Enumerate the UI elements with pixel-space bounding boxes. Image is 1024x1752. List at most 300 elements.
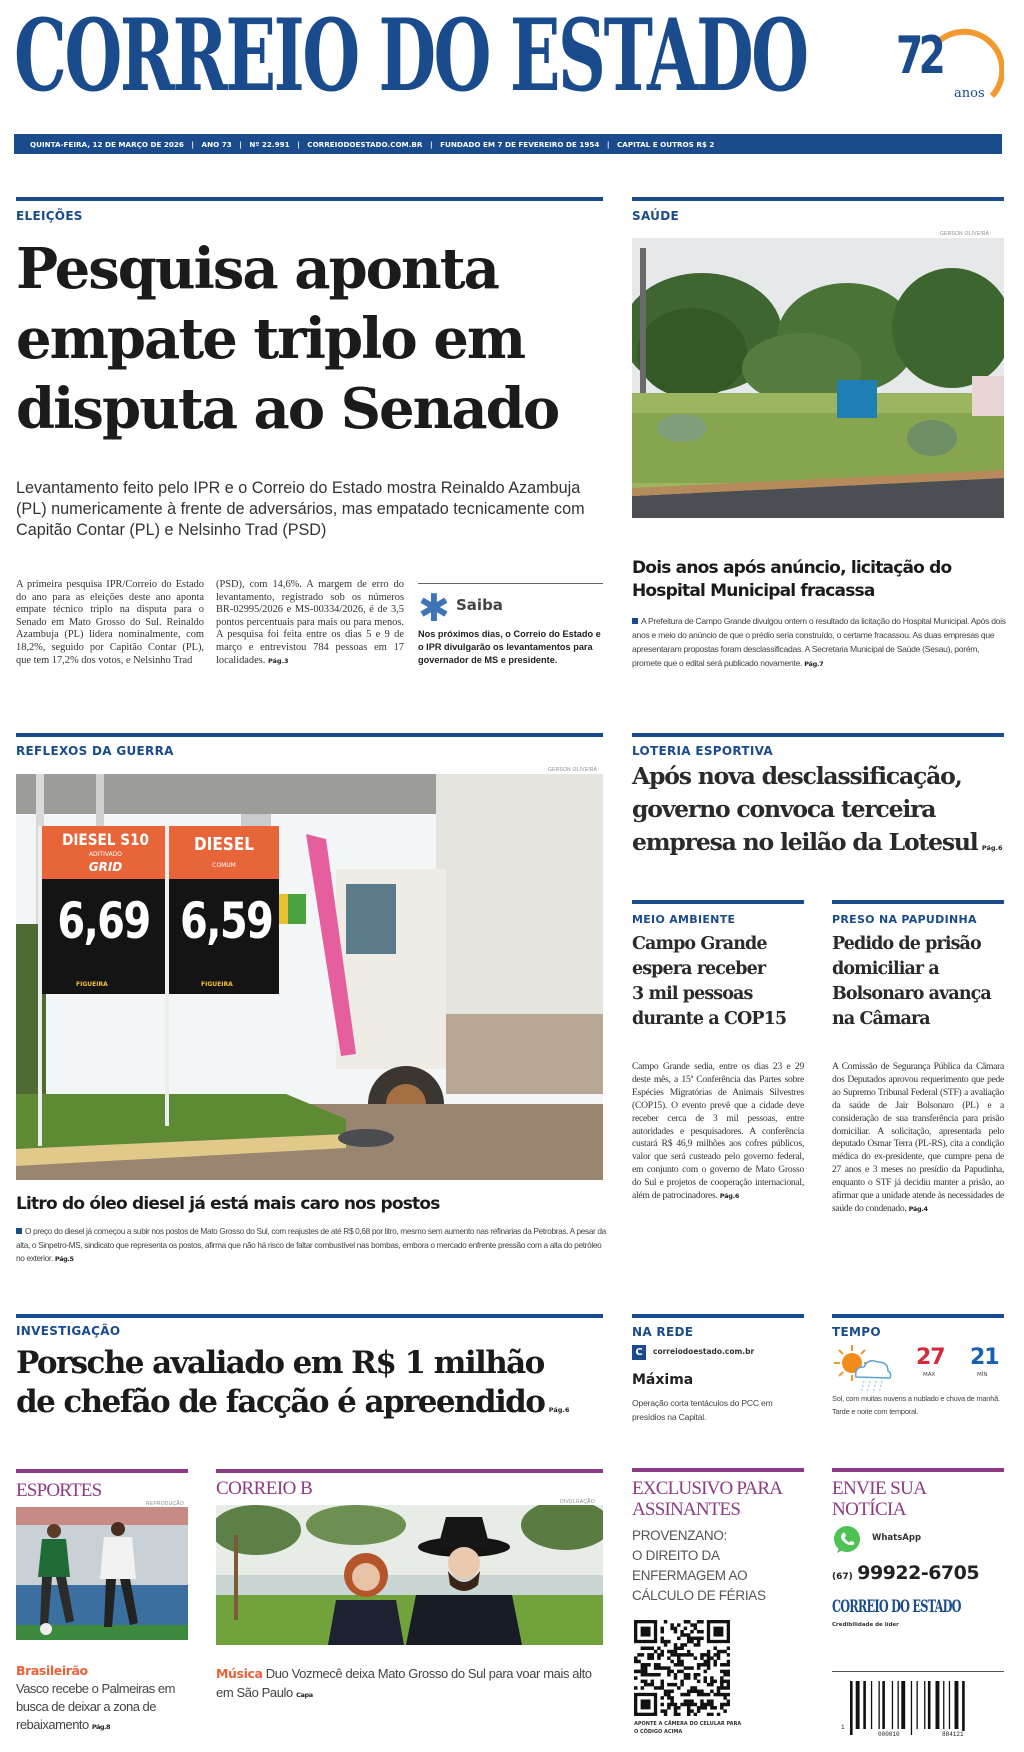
lead-column-2-text: (PSD), com 14,6%. A margem de erro do levantamento, registrado sob os números BR-02995/2026 e MS-00334/2026, é de 3,5 pontos percentuais para mais ou para menos. A pesquisa foi feita entre os dias 5 e 9 de março e entrevistou 784 pessoas em 17 localidades. xyxy=(216,579,404,666)
sign-station-left: FIGUEIRA xyxy=(76,981,108,988)
qr-module xyxy=(660,1637,664,1641)
qr-module xyxy=(713,1653,717,1657)
barcode-bar xyxy=(943,1681,944,1729)
na-rede-kicker: NA REDE xyxy=(632,1325,694,1339)
info-bar-text: QUINTA-FEIRA, 12 DE MARÇO DE 2026 | ANO 73 | Nº 22.991 | CORREIODOESTADO.COM.BR | FUNDADO EM 7 DE FEVEREIRO DE 1954 | CAPITAL E OUTROS R$ 2 xyxy=(30,140,715,149)
qr-module xyxy=(707,1660,711,1664)
qr-module xyxy=(700,1656,704,1660)
qr-module xyxy=(674,1646,678,1650)
guerra-body xyxy=(16,1225,606,1267)
qr-module xyxy=(704,1660,708,1664)
qr-module xyxy=(684,1676,688,1680)
papudinha-kicker: PRESO NA PAPUDINHA xyxy=(832,913,977,926)
qr-module xyxy=(684,1653,688,1657)
qr-module xyxy=(667,1666,671,1670)
whatsapp-icon xyxy=(832,1525,862,1555)
qr-module xyxy=(677,1656,681,1660)
qr-module xyxy=(660,1653,664,1657)
qr-module xyxy=(723,1696,727,1700)
qr-module xyxy=(684,1703,688,1707)
qr-module xyxy=(647,1673,651,1677)
qr-module xyxy=(723,1670,727,1674)
qr-module xyxy=(720,1670,724,1674)
loteria-headline[interactable] xyxy=(632,760,1012,859)
qr-module xyxy=(697,1709,701,1713)
qr-module xyxy=(713,1663,717,1667)
qr-module xyxy=(670,1703,674,1707)
qr-module xyxy=(674,1713,678,1716)
papudinha-headline[interactable] xyxy=(832,932,1012,1032)
qr-module xyxy=(677,1706,681,1710)
qr-module xyxy=(687,1713,691,1716)
qr-module xyxy=(700,1693,704,1697)
qr-module xyxy=(694,1623,698,1627)
qr-module xyxy=(687,1653,691,1657)
qr-module xyxy=(694,1690,698,1694)
saude-body-text: A Prefeitura de Campo Grande divulgou ontem o resultado da licitação do Hospital Municipal. Após dois anos e meio do anúncio de que o prédio seria construído, o certame fracassou. As duas empresas que apresentaram propostas foram desclassificadas. A Secretaria Municipal de Saúde (Sesau), porém, promete que o edital será publicado novamente. xyxy=(632,616,1006,668)
qr-module xyxy=(677,1646,681,1650)
qr-module xyxy=(674,1650,678,1654)
lead-column-1: A primeira pesquisa IPR/Correio do Estado do ano para as eleições deste ano aponta empate técnico triplo na disputa para o Senado em Mato Grosso do Sul. Reinaldo Azambuja (PL) lidera nominalmente, com 18,2%, seguido por Capitão Contar (PL), que tem 17,2% dos votos, e Nelsinho Trad xyxy=(16,579,204,666)
site-link[interactable] xyxy=(632,1345,804,1361)
qr-module xyxy=(713,1660,717,1664)
qr-module xyxy=(647,1683,651,1687)
qr-module xyxy=(707,1666,711,1670)
barcode-group-1: 000010 xyxy=(878,1731,900,1738)
meio-headline[interactable] xyxy=(632,932,812,1032)
qr-module xyxy=(707,1653,711,1657)
loteria-headline-line: governo convoca terceira xyxy=(632,795,936,823)
qr-module xyxy=(677,1653,681,1657)
qr-module xyxy=(667,1656,671,1660)
qr-module xyxy=(667,1670,671,1674)
qr-module xyxy=(664,1640,668,1644)
photo-credit: GERSON OLIVEIRA xyxy=(940,231,990,237)
qr-module xyxy=(690,1699,694,1703)
qr-module xyxy=(690,1640,694,1644)
qr-module xyxy=(697,1690,701,1694)
correio-b-kicker: CORREIO B xyxy=(216,1478,313,1499)
qr-module xyxy=(677,1713,681,1716)
papudinha-headline-line: Pedido de prisão xyxy=(832,934,981,954)
qr-module xyxy=(690,1690,694,1694)
qr-module xyxy=(704,1693,708,1697)
qr-module xyxy=(704,1653,708,1657)
correio-b-tag: Música xyxy=(216,1666,263,1681)
barcode-bar xyxy=(856,1681,860,1729)
correio-b-rule xyxy=(216,1469,603,1473)
qr-module xyxy=(727,1663,730,1667)
investigacao-headline[interactable] xyxy=(16,1344,611,1422)
qr-module xyxy=(717,1656,721,1660)
guerra-kicker: REFLEXOS DA GUERRA xyxy=(16,744,174,758)
qr-module xyxy=(710,1680,714,1684)
qr-module xyxy=(700,1703,704,1707)
qr-module xyxy=(700,1706,704,1710)
qr-module xyxy=(727,1670,730,1674)
qr-code-icon[interactable] xyxy=(634,1620,730,1716)
qr-module xyxy=(654,1663,658,1667)
qr-module xyxy=(674,1673,678,1677)
page-ref: Pág.6 xyxy=(719,1192,740,1201)
vacant-lot-image xyxy=(632,238,1004,518)
barcode-bar xyxy=(936,1681,940,1729)
lead-deck: Levantamento feito pelo IPR e o Correio do Estado mostra Reinaldo Azambuja (PL) numericamente à frente de adversários, mas empatado tecnicamente com Capitão Contar (PL) e Nelsinho Trad (PSD) xyxy=(16,479,585,539)
qr-module xyxy=(641,1666,645,1670)
qr-module xyxy=(684,1633,688,1637)
barcode-rule xyxy=(832,1671,1004,1672)
qr-module xyxy=(680,1643,684,1647)
bullet-square-icon xyxy=(632,618,638,624)
guerra-body-text: O preço do diesel já começou a subir nos postos de Mato Grosso do Sul, com reajustes de até R$ 0,68 por litro, mesmo sem aumento nas refinarias da Petrobras. A pesar da alta, o Sinpetro-MS, sindicato que representa os postos, afirma que não há risco de faltar combustível nas bombas, embora o mercado enfrente pressão com a alta do petróleo no exterior. xyxy=(16,1226,606,1263)
qr-module xyxy=(697,1680,701,1684)
qr-module xyxy=(657,1653,661,1657)
assinantes-kicker-line: EXCLUSIVO PARA xyxy=(632,1478,783,1499)
qr-module xyxy=(694,1673,698,1677)
qr-module xyxy=(651,1683,655,1687)
assinantes-kicker-line: ASSINANTES xyxy=(632,1499,741,1520)
photo-credit: GERSON OLIVEIRA xyxy=(548,767,598,773)
qr-module xyxy=(637,1653,641,1657)
saude-body xyxy=(632,614,1007,671)
qr-module xyxy=(717,1713,721,1716)
qr-finder xyxy=(641,1699,651,1709)
qr-module xyxy=(657,1686,661,1690)
qr-module xyxy=(710,1690,714,1694)
qr-module xyxy=(704,1676,708,1680)
qr-module xyxy=(704,1703,708,1707)
qr-module xyxy=(727,1673,730,1677)
qr-module xyxy=(697,1666,701,1670)
qr-module xyxy=(644,1673,648,1677)
qr-module xyxy=(660,1650,664,1654)
qr-module xyxy=(680,1653,684,1657)
qr-module xyxy=(634,1670,638,1674)
phone-number[interactable] xyxy=(832,1562,979,1584)
qr-module xyxy=(697,1693,701,1697)
qr-module xyxy=(670,1627,674,1631)
qr-finder xyxy=(713,1627,723,1637)
sign-station-right: FIGUEIRA xyxy=(201,981,233,988)
qr-module xyxy=(687,1633,691,1637)
barcode-bar xyxy=(850,1681,853,1735)
qr-module xyxy=(707,1656,711,1660)
qr-module xyxy=(644,1670,648,1674)
meio-headline-line: 3 mil pessoas xyxy=(632,984,753,1004)
esportes-photo[interactable] xyxy=(16,1507,188,1640)
qr-module xyxy=(690,1653,694,1657)
anniversary-number: 72 xyxy=(896,26,942,86)
barcode-bar xyxy=(911,1681,912,1735)
lead-column-2 xyxy=(216,579,404,667)
qr-module xyxy=(664,1643,668,1647)
whatsapp-label: WhatsApp xyxy=(872,1533,922,1543)
qr-module xyxy=(710,1713,714,1716)
investigacao-headline-last xyxy=(16,1383,611,1422)
qr-module xyxy=(637,1670,641,1674)
phone-digits: 99922-6705 xyxy=(857,1562,980,1584)
qr-module xyxy=(707,1683,711,1687)
qr-module xyxy=(694,1713,698,1716)
meio-headline-line: Campo Grande xyxy=(632,934,767,954)
barcode-bar xyxy=(924,1681,925,1729)
qr-module xyxy=(690,1666,694,1670)
footer-logo: CORREIO DO ESTADO xyxy=(832,1597,961,1617)
qr-module xyxy=(720,1703,724,1707)
qr-module xyxy=(723,1663,727,1667)
whatsapp-link[interactable] xyxy=(832,1525,1004,1559)
papudinha-rule xyxy=(832,900,1004,904)
tempo-rule xyxy=(832,1314,1004,1318)
qr-module xyxy=(694,1637,698,1641)
footer-slogan: Credibilidade de líder xyxy=(832,1622,899,1628)
assinantes-rule xyxy=(632,1468,804,1472)
qr-module xyxy=(697,1663,701,1667)
qr-module xyxy=(707,1699,711,1703)
sign-right-price: 6,59 xyxy=(180,892,273,950)
qr-module xyxy=(677,1686,681,1690)
qr-module xyxy=(637,1660,641,1664)
correio-b-photo[interactable] xyxy=(216,1505,603,1645)
qr-finder xyxy=(641,1627,651,1637)
qr-module xyxy=(707,1693,711,1697)
qr-module xyxy=(684,1627,688,1631)
qr-module xyxy=(674,1663,678,1667)
papudinha-headline-line: na Câmara xyxy=(832,1009,930,1029)
sign-left-price: 6,69 xyxy=(57,892,150,950)
qr-module xyxy=(697,1637,701,1641)
bullet-square-icon xyxy=(16,1228,22,1234)
qr-module xyxy=(727,1660,730,1664)
qr-module xyxy=(670,1650,674,1654)
music-duo-image xyxy=(216,1505,603,1645)
meio-headline-line: durante a COP15 xyxy=(632,1009,787,1029)
qr-module xyxy=(704,1706,708,1710)
qr-module xyxy=(670,1653,674,1657)
qr-module xyxy=(660,1640,664,1644)
qr-module xyxy=(710,1703,714,1707)
sun-cloud-rain-icon xyxy=(834,1343,894,1395)
qr-module xyxy=(647,1656,651,1660)
barcode-bar xyxy=(928,1681,931,1729)
photo-credit: REPRODUÇÃO xyxy=(146,1501,184,1507)
esportes-text[interactable] xyxy=(16,1680,192,1736)
info-bar xyxy=(14,134,1002,154)
page-ref: Pág.4 xyxy=(908,1204,928,1213)
qr-module xyxy=(680,1670,684,1674)
qr-module xyxy=(700,1630,704,1634)
investigacao-headline-line: Porsche avaliado em R$ 1 milhão xyxy=(16,1345,544,1381)
qr-module xyxy=(674,1709,678,1713)
lead-headline[interactable] xyxy=(16,234,606,444)
na-rede-title[interactable]: Máxima xyxy=(632,1372,694,1388)
qr-module xyxy=(657,1666,661,1670)
assinantes-text-line: CÁLCULO DE FÉRIAS xyxy=(632,1588,766,1603)
qr-module xyxy=(687,1637,691,1641)
qr-module xyxy=(680,1663,684,1667)
qr-module xyxy=(690,1630,694,1634)
qr-module xyxy=(644,1646,648,1650)
qr-module xyxy=(667,1706,671,1710)
saude-headline[interactable]: Dois anos após anúncio, licitação do Hospital Municipal fracassa xyxy=(632,558,952,601)
qr-module xyxy=(700,1620,704,1624)
qr-module xyxy=(684,1673,688,1677)
qr-module xyxy=(704,1670,708,1674)
assinantes-text-line: ENFERMAGEM AO xyxy=(632,1568,748,1583)
qr-module xyxy=(687,1693,691,1697)
envie-rule xyxy=(832,1468,1004,1472)
soccer-players-image xyxy=(16,1507,188,1640)
qr-module xyxy=(690,1686,694,1690)
qr-module xyxy=(707,1713,711,1716)
qr-module xyxy=(687,1640,691,1644)
barcode-lead-digit: 1 xyxy=(841,1724,845,1731)
esportes-tag: Brasileirão xyxy=(16,1663,88,1678)
qr-module xyxy=(667,1690,671,1694)
qr-module xyxy=(687,1709,691,1713)
saude-photo[interactable] xyxy=(632,238,1004,518)
qr-module xyxy=(700,1637,704,1641)
barcode-bar xyxy=(901,1681,905,1729)
masthead-logo[interactable]: CORREIO DO ESTADO xyxy=(14,0,807,114)
qr-module xyxy=(687,1650,691,1654)
anniversary-badge xyxy=(894,22,1004,112)
qr-module xyxy=(713,1706,717,1710)
qr-module xyxy=(677,1637,681,1641)
masthead xyxy=(14,0,1014,160)
barcode-bar xyxy=(949,1681,950,1729)
meio-body-text: Campo Grande sedia, entre os dias 23 e 29 deste mês, a 15ª Conferência das Partes sobre Espécies Migratórias de Animais Silvestres (COP15). O evento prevê que a cidade deve receber cerca de 3 mil pessoas, entre autoridades e pesquisadores. A conferência custará R$ 46,9 milhões aos cofres públicos, valor que será custeado pelo governo federal, em conjunto com o governo de Mato Grosso do Sul e projetos de cooperação internacional, além de patrocinadores. xyxy=(632,1061,804,1202)
qr-module xyxy=(654,1650,658,1654)
barcode-bar xyxy=(962,1681,965,1735)
qr-module xyxy=(664,1693,668,1697)
qr-module xyxy=(667,1693,671,1697)
qr-module xyxy=(710,1683,714,1687)
qr-module xyxy=(641,1663,645,1667)
qr-module xyxy=(690,1703,694,1707)
papudinha-body xyxy=(832,1061,1004,1216)
diesel-photo[interactable] xyxy=(16,774,603,1180)
qr-module xyxy=(641,1653,645,1657)
loteria-kicker: LOTERIA ESPORTIVA xyxy=(632,744,774,758)
qr-module xyxy=(694,1656,698,1660)
qr-module xyxy=(723,1709,727,1713)
saiba-box xyxy=(418,583,603,668)
meio-kicker: MEIO AMBIENTE xyxy=(632,913,736,926)
qr-module xyxy=(727,1699,730,1703)
qr-module xyxy=(634,1660,638,1664)
qr-module xyxy=(720,1663,724,1667)
qr-module xyxy=(667,1683,671,1687)
qr-module xyxy=(667,1696,671,1700)
qr-module xyxy=(670,1660,674,1664)
qr-module xyxy=(647,1653,651,1657)
saiba-header xyxy=(418,586,603,630)
sign-left-brand: GRID xyxy=(88,860,123,874)
loteria-headline-line: Após nova desclassificação, xyxy=(632,762,962,790)
qr-module xyxy=(674,1643,678,1647)
qr-module xyxy=(664,1709,668,1713)
qr-module xyxy=(680,1660,684,1664)
qr-module xyxy=(694,1627,698,1631)
qr-module xyxy=(677,1623,681,1627)
lead-headline-line: empate triplo em xyxy=(16,306,525,372)
assinantes-text-line: PROVENZANO: xyxy=(632,1528,727,1543)
correio-b-text[interactable] xyxy=(216,1664,611,1705)
qr-module xyxy=(684,1666,688,1670)
qr-module xyxy=(687,1703,691,1707)
qr-module xyxy=(674,1706,678,1710)
qr-module xyxy=(634,1676,638,1680)
lead-headline-line: disputa ao Senado xyxy=(16,376,559,442)
qr-module xyxy=(720,1676,724,1680)
investigacao-rule xyxy=(16,1314,603,1318)
qr-module xyxy=(660,1709,664,1713)
tempo-kicker: TEMPO xyxy=(832,1325,881,1339)
qr-module xyxy=(700,1663,704,1667)
investigacao-kicker: INVESTIGAÇÃO xyxy=(16,1324,121,1338)
qr-module xyxy=(684,1699,688,1703)
qr-module xyxy=(644,1680,648,1684)
qr-module xyxy=(670,1699,674,1703)
barcode-group-2: 884121 xyxy=(942,1731,964,1738)
assinantes-text[interactable] xyxy=(632,1526,807,1606)
guerra-headline[interactable]: Litro do óleo diesel já está mais caro nos postos xyxy=(16,1194,440,1214)
qr-module xyxy=(657,1663,661,1667)
phone-area-code: (67) xyxy=(832,1572,853,1582)
qr-module xyxy=(723,1693,727,1697)
qr-caption: APONTE A CÂMERA DO CELULAR PARA O CÓDIGO ACIMA xyxy=(634,1721,742,1735)
envie-kicker xyxy=(832,1478,1004,1520)
saude-kicker: SAÚDE xyxy=(632,209,679,223)
saiba-rule xyxy=(418,583,603,584)
meio-body xyxy=(632,1061,804,1203)
tempo-text: Sol, com muitas nuvens a nublado e chuva de manhã. Tarde e noite com temporal. xyxy=(832,1394,1000,1416)
qr-module xyxy=(684,1643,688,1647)
qr-module xyxy=(677,1663,681,1667)
qr-module xyxy=(634,1656,638,1660)
qr-module xyxy=(717,1693,721,1697)
qr-module xyxy=(720,1706,724,1710)
loteria-headline-line: empresa no leilão da Lotesul xyxy=(632,828,978,856)
qr-module xyxy=(644,1683,648,1687)
qr-module xyxy=(727,1703,730,1707)
qr-module xyxy=(641,1670,645,1674)
qr-module xyxy=(657,1656,661,1660)
qr-module xyxy=(677,1670,681,1674)
qr-module xyxy=(647,1646,651,1650)
qr-module xyxy=(727,1680,730,1684)
barcode-icon xyxy=(840,1681,1000,1737)
investigacao-headline-line: de chefão de facção é apreendido xyxy=(16,1384,545,1420)
lead-kicker: ELEIÇÕES xyxy=(16,209,83,223)
assinantes-kicker xyxy=(632,1478,812,1520)
qr-module xyxy=(677,1660,681,1664)
papudinha-body-text: A Comissão de Segurança Pública da Câmara dos Deputados aprovou requerimento que pede ao Supremo Tribunal Federal (STF) a avaliação da saúde de Jair Bolsonaro (PL) e a consideração de sua transferência para prisão domiciliar. A solicitação, apresentada pelo deputado Osmar Terra (PL-RS), cita a condição médica do ex-presidente, que cumpre pena de 27 anos e 3 meses no presídio da Papudinha, enquanto o STF já decidiu manter a prisão, ao afirmar que a unidade atende às necessidades de saúde do condenado. xyxy=(832,1061,1004,1214)
meio-rule xyxy=(632,900,804,904)
qr-module xyxy=(697,1673,701,1677)
qr-module xyxy=(654,1666,658,1670)
qr-module xyxy=(684,1620,688,1624)
page-ref: Pág.6 xyxy=(548,1406,570,1414)
qr-module xyxy=(680,1703,684,1707)
qr-module xyxy=(651,1680,655,1684)
photo-credit: DIVULGAÇÃO xyxy=(560,1499,595,1505)
qr-module xyxy=(700,1690,704,1694)
sign-left-title: DIESEL S10 xyxy=(62,830,149,849)
qr-module xyxy=(651,1656,655,1660)
saiba-title: Saiba xyxy=(456,596,503,614)
